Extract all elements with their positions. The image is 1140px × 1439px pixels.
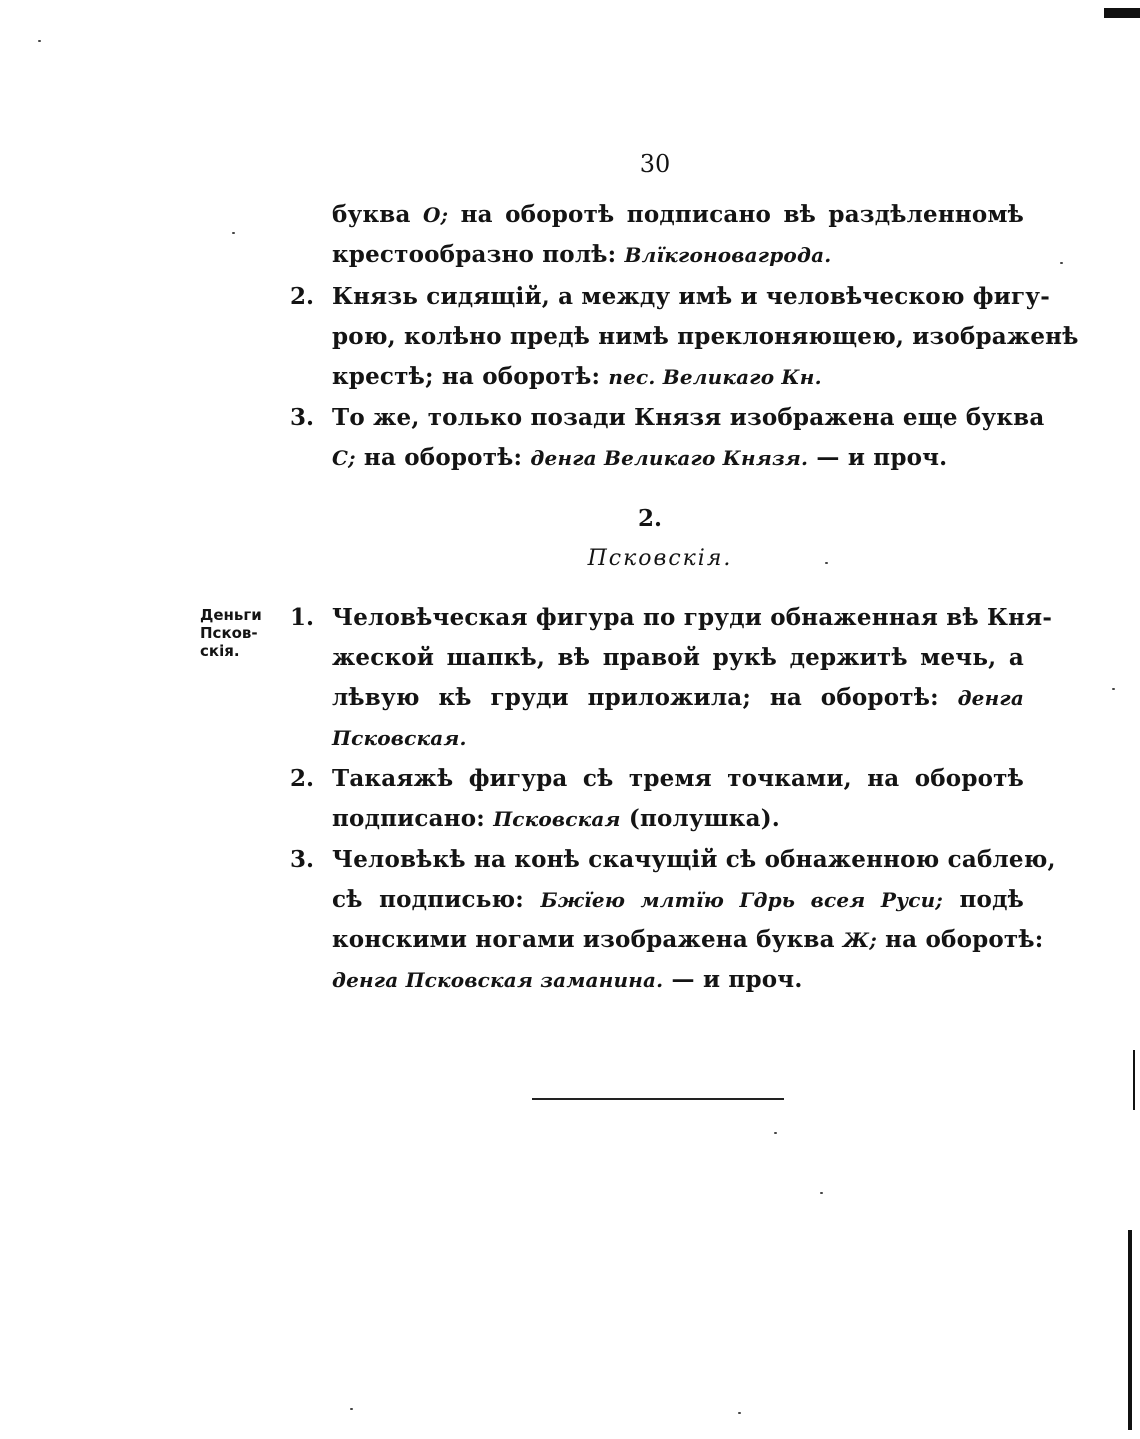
speck — [1060, 262, 1063, 264]
item-number: 2. — [290, 765, 315, 792]
scan-edge-bar — [1128, 1230, 1132, 1430]
speck — [825, 562, 828, 564]
item-number: 1. — [290, 604, 315, 631]
text-line: С; на оборотѣ: денга Великаго Князя. — и проч. — [332, 444, 948, 471]
item-number: 3. — [290, 846, 315, 873]
text-line: крестѣ; на оборотѣ: пес. Великаго Кн. — [332, 363, 822, 390]
text-line: Человѣкѣ на конѣ скачущій сѣ обнаженною саблею, — [332, 846, 1056, 873]
item-number: 2. — [290, 283, 315, 310]
text-line: подписано: Псковская (полушка). — [332, 805, 780, 832]
item-number: 3. — [290, 404, 315, 431]
speck — [350, 1408, 353, 1410]
speck — [38, 40, 41, 42]
page-number: 30 — [639, 150, 671, 178]
speck — [738, 1412, 741, 1414]
text-line: Человѣческая фигура по груди обнаженная вѣ Кня- — [332, 604, 1053, 631]
speck — [1112, 688, 1115, 690]
section-title: Псковскiя. — [587, 546, 733, 571]
section-rule — [532, 1098, 784, 1100]
text-line: сѣ подписью: Бжїею млтїю Гдрь всея Руси; подѣ — [332, 886, 1024, 913]
text-line: Князь сидящій, а между имѣ и человѣческою фигу- — [332, 283, 1050, 310]
speck — [820, 1192, 823, 1194]
scan-edge-bar — [1133, 1050, 1135, 1110]
text-line: лѣвую кѣ груди приложила; на оборотѣ: денга — [332, 684, 1024, 711]
margin-note: Деньги Псков- скія. — [200, 606, 262, 660]
section-number: 2. — [637, 505, 662, 532]
text-line: Такаяжѣ фигура сѣ тремя точками, на оборотѣ — [332, 765, 1024, 792]
text-line: рою, колѣно предѣ нимѣ преклоняющею, изображенѣ — [332, 323, 1079, 350]
text-line: То же, только позади Князя изображена еще буква — [332, 404, 1045, 431]
text-line: конскими ногами изображена буква Ж; на оборотѣ: — [332, 926, 1044, 953]
speck — [774, 1132, 777, 1134]
text-line: жеской шапкѣ, вѣ правой рукѣ держитѣ мечь, а — [332, 644, 1024, 671]
speck — [232, 232, 235, 234]
text-line: денга Псковская заманина. — и проч. — [332, 966, 803, 993]
text-line: буква О; на оборотѣ подписано вѣ раздѣленномѣ — [332, 201, 1025, 228]
scan-edge-mark — [1104, 8, 1140, 18]
text-line: крестообразно полѣ: Влїкгоновагрода. — [332, 241, 832, 268]
text-line: Псковская. — [332, 726, 467, 750]
